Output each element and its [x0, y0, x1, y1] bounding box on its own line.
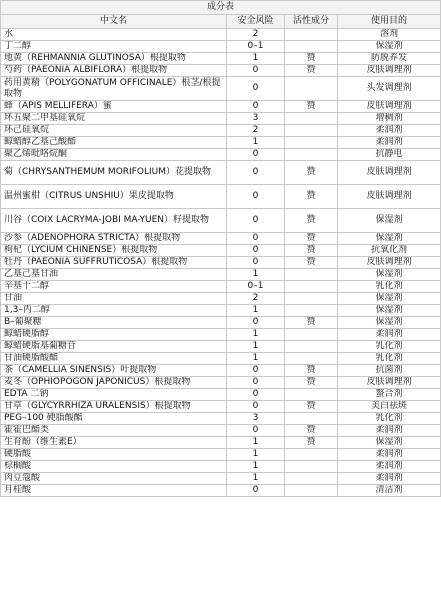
- ingredient-name-cell: 地黄（REHMANNIA GLUTINOSA）根提取物: [1, 53, 227, 65]
- table-row: [1, 377, 441, 389]
- table-row: [1, 53, 441, 65]
- purpose-cell: 保湿剂: [338, 305, 441, 317]
- table-row: [1, 149, 441, 161]
- safety-risk-cell: 0: [227, 389, 285, 401]
- table-row: [1, 353, 441, 365]
- active-ingredient-cell: [285, 293, 338, 305]
- header-risk: 安全风险: [227, 15, 285, 29]
- ingredient-name-cell: 甘草（GLYCYRRHIZA URALENSIS）根提取物: [1, 401, 227, 413]
- purpose-cell: 保湿剂: [338, 437, 441, 449]
- table-row: [1, 245, 441, 257]
- purpose-cell: 皮肤调理剂: [338, 257, 441, 269]
- ingredient-name-cell: 鲸蜡硬脂基葡糖苷: [1, 341, 227, 353]
- active-ingredient-cell: 赞: [285, 233, 338, 245]
- ingredient-name-cell: 环五聚二甲基硅氧烷: [1, 113, 227, 125]
- active-ingredient-cell: 赞: [285, 377, 338, 389]
- safety-risk-cell: 0: [227, 365, 285, 377]
- ingredient-name-cell: 川谷（COIX LACRYMA-JOBI MA-YUEN）籽提取物: [1, 209, 227, 233]
- ingredient-name-cell: 乙基己基甘油: [1, 269, 227, 281]
- safety-risk-cell: 0: [227, 257, 285, 269]
- header-active: 活性成分: [285, 15, 338, 29]
- safety-risk-cell: 1: [227, 437, 285, 449]
- ingredient-name-cell: 茶（CAMELLIA SINENSIS）叶提取物: [1, 365, 227, 377]
- purpose-cell: 皮肤调理剂: [338, 101, 441, 113]
- active-ingredient-cell: [285, 269, 338, 281]
- purpose-cell: 清洁剂: [338, 485, 441, 497]
- active-ingredient-cell: [285, 29, 338, 41]
- purpose-cell: 皮肤调理剂: [338, 185, 441, 209]
- active-ingredient-cell: 赞: [285, 161, 338, 185]
- header-name: 中文名: [1, 15, 227, 29]
- table-row: [1, 281, 441, 293]
- safety-risk-cell: 3: [227, 113, 285, 125]
- safety-risk-cell: 2: [227, 29, 285, 41]
- purpose-cell: 皮肤调理剂: [338, 377, 441, 389]
- purpose-cell: 溶剂: [338, 29, 441, 41]
- safety-risk-cell: 0–1: [227, 281, 285, 293]
- purpose-cell: 乳化剂: [338, 413, 441, 425]
- table-row: [1, 185, 441, 209]
- active-ingredient-cell: [285, 149, 338, 161]
- active-ingredient-cell: [285, 137, 338, 149]
- safety-risk-cell: 1: [227, 353, 285, 365]
- safety-risk-cell: 0: [227, 65, 285, 77]
- purpose-cell: 柔润剂: [338, 125, 441, 137]
- safety-risk-cell: 2: [227, 293, 285, 305]
- purpose-cell: 柔润剂: [338, 449, 441, 461]
- ingredient-name-cell: 鲸蜡硬脂醇: [1, 329, 227, 341]
- ingredient-name-cell: B–葡聚糖: [1, 317, 227, 329]
- purpose-cell: 保湿剂: [338, 317, 441, 329]
- ingredient-name-cell: PEG–100 硬脂酸酯: [1, 413, 227, 425]
- safety-risk-cell: 0: [227, 233, 285, 245]
- table-row: [1, 65, 441, 77]
- active-ingredient-cell: 赞: [285, 401, 338, 413]
- active-ingredient-cell: 赞: [285, 365, 338, 377]
- active-ingredient-cell: [285, 485, 338, 497]
- safety-risk-cell: 3: [227, 413, 285, 425]
- purpose-cell: 抗静电: [338, 149, 441, 161]
- purpose-cell: 柔润剂: [338, 425, 441, 437]
- safety-risk-cell: 0: [227, 185, 285, 209]
- purpose-cell: 保湿剂: [338, 41, 441, 53]
- ingredient-name-cell: 聚乙烯吡咯烷酮: [1, 149, 227, 161]
- table-row: [1, 485, 441, 497]
- purpose-cell: 抗氧化剂: [338, 245, 441, 257]
- table-row: [1, 257, 441, 269]
- table-header-row: [1, 15, 441, 29]
- table-row: [1, 137, 441, 149]
- table-row: [1, 29, 441, 41]
- safety-risk-cell: 1: [227, 269, 285, 281]
- ingredient-name-cell: 牡丹（PAEONIA SUFFRUTICOSA）根提取物: [1, 257, 227, 269]
- table-row: [1, 233, 441, 245]
- purpose-cell: 保湿剂: [338, 293, 441, 305]
- table-row: [1, 473, 441, 485]
- ingredient-name-cell: 沙参（ADENOPHORA STRICTA）根提取物: [1, 233, 227, 245]
- table-row: [1, 401, 441, 413]
- table-row: [1, 365, 441, 377]
- active-ingredient-cell: [285, 449, 338, 461]
- active-ingredient-cell: 赞: [285, 257, 338, 269]
- table-row: [1, 437, 441, 449]
- ingredient-name-cell: 菊（CHRYSANTHEMUM MORIFOLIUM）花提取物: [1, 161, 227, 185]
- table-title-row: [1, 1, 441, 15]
- safety-risk-cell: 0: [227, 101, 285, 113]
- safety-risk-cell: 0: [227, 485, 285, 497]
- ingredient-name-cell: 蜂（APIS MELLIFERA）蜜: [1, 101, 227, 113]
- purpose-cell: 保湿剂: [338, 233, 441, 245]
- ingredient-name-cell: 鲸蜡醇乙基己酸酯: [1, 137, 227, 149]
- ingredient-name-cell: 生育酚（维生素E）: [1, 437, 227, 449]
- active-ingredient-cell: 赞: [285, 101, 338, 113]
- safety-risk-cell: 1: [227, 137, 285, 149]
- header-purpose: 使用目的: [338, 15, 441, 29]
- active-ingredient-cell: [285, 329, 338, 341]
- safety-risk-cell: 1: [227, 473, 285, 485]
- table-row: [1, 125, 441, 137]
- purpose-cell: 保湿剂: [338, 269, 441, 281]
- safety-risk-cell: 0: [227, 209, 285, 233]
- safety-risk-cell: 0–1: [227, 41, 285, 53]
- table-row: [1, 101, 441, 113]
- ingredient-name-cell: 丁二醇: [1, 41, 227, 53]
- purpose-cell: 皮肤调理剂: [338, 65, 441, 77]
- table-row: [1, 425, 441, 437]
- safety-risk-cell: 0: [227, 377, 285, 389]
- ingredient-name-cell: 1,3–丙二醇: [1, 305, 227, 317]
- safety-risk-cell: 1: [227, 461, 285, 473]
- ingredient-name-cell: 麦冬（OPHIOPOGON JAPONICUS）根提取物: [1, 377, 227, 389]
- active-ingredient-cell: [285, 413, 338, 425]
- active-ingredient-cell: [285, 389, 338, 401]
- purpose-cell: 柔润剂: [338, 461, 441, 473]
- safety-risk-cell: 1: [227, 341, 285, 353]
- ingredient-name-cell: 棕榈酸: [1, 461, 227, 473]
- purpose-cell: 螯合剂: [338, 389, 441, 401]
- active-ingredient-cell: [285, 125, 338, 137]
- active-ingredient-cell: [285, 41, 338, 53]
- ingredient-name-cell: 药用黄精（POLYGONATUM OFFICINALE）根茎/根提取物: [1, 77, 227, 101]
- ingredient-name-cell: 月桂酸: [1, 485, 227, 497]
- active-ingredient-cell: 赞: [285, 245, 338, 257]
- safety-risk-cell: 1: [227, 329, 285, 341]
- active-ingredient-cell: [285, 341, 338, 353]
- table-row: [1, 113, 441, 125]
- safety-risk-cell: 0: [227, 401, 285, 413]
- purpose-cell: 柔润剂: [338, 329, 441, 341]
- purpose-cell: 头发调理剂: [338, 77, 441, 101]
- active-ingredient-cell: [285, 353, 338, 365]
- ingredient-name-cell: 肉豆蔻酸: [1, 473, 227, 485]
- active-ingredient-cell: [285, 77, 338, 101]
- table-row: [1, 77, 441, 101]
- active-ingredient-cell: [285, 473, 338, 485]
- active-ingredient-cell: [285, 305, 338, 317]
- purpose-cell: 柔润剂: [338, 473, 441, 485]
- ingredient-name-cell: 甘油硬脂酸酯: [1, 353, 227, 365]
- table-title: 成分表: [1, 1, 441, 15]
- active-ingredient-cell: [285, 461, 338, 473]
- active-ingredient-cell: 赞: [285, 425, 338, 437]
- active-ingredient-cell: 赞: [285, 437, 338, 449]
- safety-risk-cell: 1: [227, 53, 285, 65]
- safety-risk-cell: 0: [227, 317, 285, 329]
- active-ingredient-cell: 赞: [285, 317, 338, 329]
- active-ingredient-cell: [285, 113, 338, 125]
- ingredient-name-cell: 辛基十二醇: [1, 281, 227, 293]
- ingredient-name-cell: 霍霍巴酯类: [1, 425, 227, 437]
- ingredient-name-cell: 温州蜜柑（CITRUS UNSHIU）果皮提取物: [1, 185, 227, 209]
- ingredient-name-cell: 枸杞（LYCIUM CHINENSE）根提取物: [1, 245, 227, 257]
- purpose-cell: 抗菌剂: [338, 365, 441, 377]
- ingredient-name-cell: 环己硅氧烷: [1, 125, 227, 137]
- purpose-cell: 皮肤调理剂: [338, 161, 441, 185]
- active-ingredient-cell: 赞: [285, 185, 338, 209]
- safety-risk-cell: 0: [227, 161, 285, 185]
- table-row: [1, 449, 441, 461]
- purpose-cell: 乳化剂: [338, 281, 441, 293]
- table-row: [1, 161, 441, 185]
- table-row: [1, 317, 441, 329]
- ingredient-name-cell: 硬脂酸: [1, 449, 227, 461]
- table-row: [1, 41, 441, 53]
- safety-risk-cell: 2: [227, 125, 285, 137]
- safety-risk-cell: 0: [227, 149, 285, 161]
- table-row: [1, 305, 441, 317]
- purpose-cell: 保湿剂: [338, 209, 441, 233]
- purpose-cell: 乳化剂: [338, 341, 441, 353]
- table-row: [1, 293, 441, 305]
- active-ingredient-cell: [285, 281, 338, 293]
- purpose-cell: 防脱养发: [338, 53, 441, 65]
- safety-risk-cell: 0: [227, 245, 285, 257]
- table-row: [1, 209, 441, 233]
- table-row: [1, 269, 441, 281]
- ingredient-name-cell: 芍药（PAEONIA ALBIFLORA）根提取物: [1, 65, 227, 77]
- table-row: [1, 461, 441, 473]
- active-ingredient-cell: 赞: [285, 65, 338, 77]
- safety-risk-cell: 1: [227, 449, 285, 461]
- ingredient-name-cell: 甘油: [1, 293, 227, 305]
- purpose-cell: 增稠剂: [338, 113, 441, 125]
- safety-risk-cell: 0: [227, 425, 285, 437]
- ingredient-name-cell: EDTA 二钠: [1, 389, 227, 401]
- safety-risk-cell: 1: [227, 305, 285, 317]
- table-row: [1, 389, 441, 401]
- ingredient-name-cell: 水: [1, 29, 227, 41]
- table-row: [1, 329, 441, 341]
- purpose-cell: 柔润剂: [338, 137, 441, 149]
- active-ingredient-cell: 赞: [285, 209, 338, 233]
- safety-risk-cell: 0: [227, 77, 285, 101]
- purpose-cell: 乳化剂: [338, 353, 441, 365]
- active-ingredient-cell: 赞: [285, 53, 338, 65]
- table-row: [1, 413, 441, 425]
- purpose-cell: 美白祛斑: [338, 401, 441, 413]
- table-row: [1, 341, 441, 353]
